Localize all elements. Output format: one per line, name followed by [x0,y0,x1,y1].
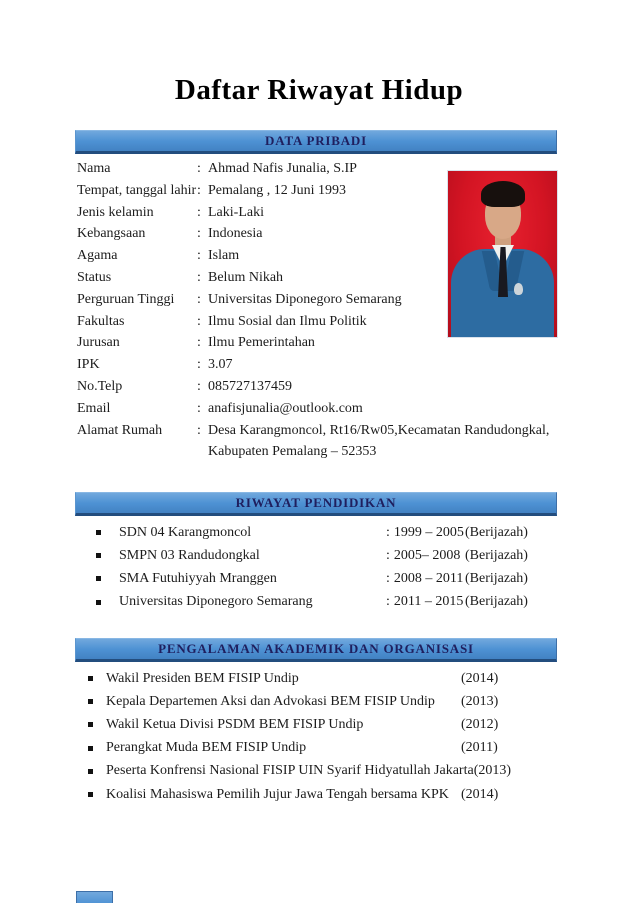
bullet-square-icon [96,530,101,535]
row-value: Indonesia [208,226,263,242]
experience-row [75,783,557,806]
section-header-experience-label: PENGALAMAN AKADEMIK DAN ORGANISASI [158,641,474,656]
section-header-personal [75,130,557,154]
row-value-line2: Kabupaten Pemalang – 52353 [208,444,377,460]
row-label: Alamat Rumah [77,422,163,438]
experience-name: Perangkat Muda BEM FISIP Undip [106,740,307,756]
row-label: Status [77,269,112,285]
experience-year: (2014) [461,786,499,802]
row-colon: : [197,269,201,285]
row-colon: : [386,570,390,586]
personal-row [77,354,557,376]
experience-name: Peserta Konfrensi Nasional FISIP UIN Syarif Hidyatullah Jakarta [106,763,474,779]
section-header-experience [75,638,557,662]
row-value: Desa Karangmoncol, Rt16/Rw05,Kecamatan Randudongkal, [208,422,550,438]
row-label: Nama [77,161,111,176]
personal-row [77,398,557,420]
row-label: Jurusan [77,335,120,351]
education-row [75,544,557,567]
row-value: Ilmu Sosial dan Ilmu Politik [208,313,367,329]
education-row [75,591,557,614]
bullet-square-icon [88,792,93,797]
row-colon: : [197,335,201,351]
row-value: Islam [208,248,240,264]
bullet-square-icon [88,746,93,751]
row-colon: : [197,248,201,264]
row-colon: : [197,400,201,416]
school-years: : 1999 – 2005 [386,524,464,540]
school-name: SMA Futuhiyyah Mranggen [119,570,277,586]
row-colon: : [197,378,201,394]
row-colon: : [386,547,390,563]
experience-row [75,667,557,690]
bullet-square-icon [88,722,93,727]
school-status: (Berijazah) [465,547,528,563]
row-label: Agama [77,248,118,264]
row-label: Fakultas [77,313,125,329]
school-years: : 2008 – 2011 [386,570,464,586]
education-list [75,521,557,614]
row-label: Kebangsaan [77,226,146,242]
row-label: IPK [77,357,100,373]
row-value: Belum Nikah [208,269,284,285]
bullet-square-icon [96,576,101,581]
experience-name: Koalisi Mahasiswa Pemilih Jujur Jawa Tengah bersama KPK [106,786,449,802]
row-value: 3.07 [208,357,233,373]
section-header-education [75,492,557,516]
bullet-square-icon [88,676,93,681]
section-header-education-label: RIWAYAT PENDIDIKAN [235,495,397,510]
education-row [75,567,557,590]
row-value: Ahmad Nafis Junalia, S.IP [208,161,357,176]
row-label: Perguruan Tinggi [77,291,175,307]
school-status: (Berijazah) [465,524,528,540]
experience-row [75,737,557,760]
portrait-hair [481,181,525,207]
experience-year: (2013) [461,693,499,709]
section-header-personal-label: DATA PRIBADI [265,133,367,148]
next-section-bar-partial [76,891,113,903]
row-colon: : [386,594,390,610]
education-row [75,521,557,544]
personal-row-continuation [77,441,557,463]
school-name: SDN 04 Karangmoncol [119,524,252,540]
school-status: (Berijazah) [465,594,528,610]
bullet-square-icon [88,769,93,774]
row-label: No.Telp [77,378,123,394]
bullet-square-icon [88,699,93,704]
experience-name: Wakil Presiden BEM FISIP Undip [106,670,299,686]
school-status: (Berijazah) [465,570,528,586]
row-colon: : [197,226,201,242]
experience-list [75,667,557,806]
portrait-photo [447,170,558,338]
row-value: Universitas Diponegoro Semarang [208,291,402,307]
experience-row [75,713,557,736]
row-colon: : [386,524,390,540]
row-colon: : [197,204,201,220]
personal-row [77,376,557,398]
experience-year: (2012) [461,716,499,732]
row-colon: : [197,422,201,438]
page-title: Daftar Riwayat Hidup [174,74,464,106]
school-years: : 2005– 2008 [386,547,461,563]
row-colon: : [197,357,201,373]
experience-year: (2011) [461,740,498,756]
school-name: SMPN 03 Randudongkal [119,547,260,563]
row-value: Pemalang , 12 Juni 1993 [208,182,347,198]
row-value: Laki-Laki [208,204,264,220]
row-colon: : [197,182,201,198]
school-name: Universitas Diponegoro Semarang [119,594,313,610]
row-value: 085727137459 [208,378,292,394]
row-colon: : [197,161,201,176]
school-years: : 2011 – 2015 [386,594,464,610]
experience-year: (2014) [461,670,499,686]
bullet-square-icon [96,553,101,558]
experience-row [75,760,557,783]
row-label: Jenis kelamin [77,204,154,220]
row-colon: : [197,291,201,307]
experience-year: (2013) [473,763,512,779]
row-label: Email [77,400,111,416]
bullet-square-icon [96,600,101,605]
portrait-jacket-emblem [514,283,523,295]
row-colon: : [197,313,201,329]
experience-row [75,690,557,713]
experience-name: Kepala Departemen Aksi dan Advokasi BEM FISIP Undip [106,693,435,709]
experience-name: Wakil Ketua Divisi PSDM BEM FISIP Undip [106,716,364,732]
personal-row [77,420,557,442]
row-value: Ilmu Pemerintahan [208,335,315,351]
row-label: Tempat, tanggal lahir [77,182,197,198]
row-value: anafisjunalia@outlook.com [208,400,363,416]
